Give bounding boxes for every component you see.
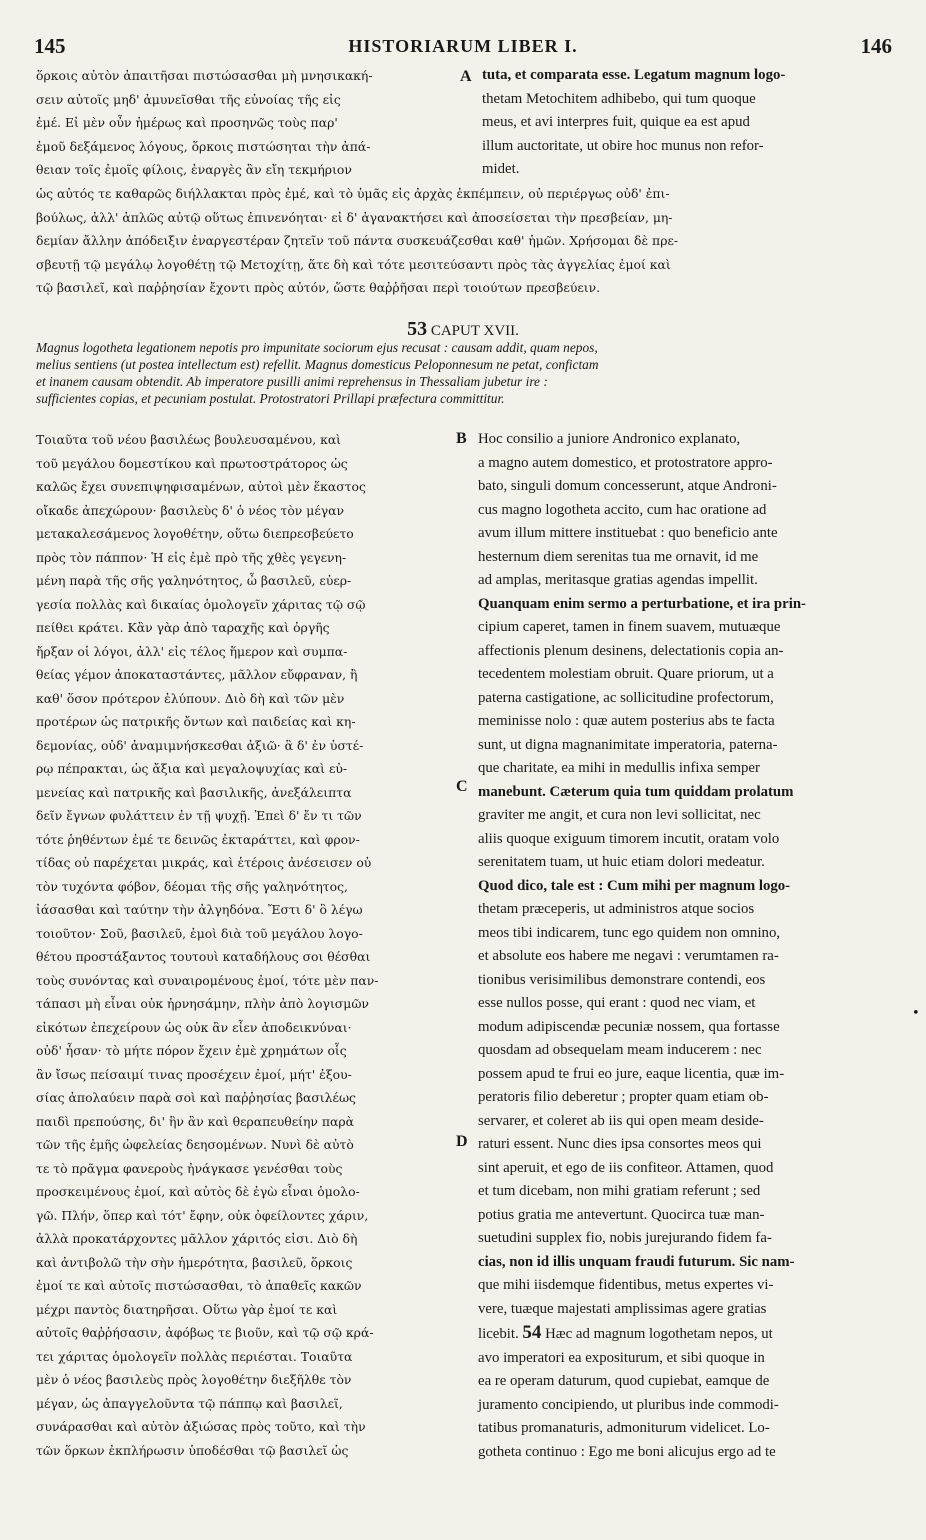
running-title: HISTORIARUM LIBER I. [348,36,578,56]
text-line: que charitate, ea mihi in medullis infixa semper [478,760,760,776]
text-fragment: Hæc ad magnum logothetam nepos, ut [545,1326,773,1342]
text-line: meos tibi indicarem, tunc ego quidem non omnino, [478,924,781,941]
top-greek-text [36,64,454,182]
text-line: ὅρκοις αὐτὸν ἀπαιτῆσαι πιστώσασθαι μὴ μνησικακή- [36,68,373,83]
text-line: suetudini supplex fio, nobis jurejurando fidem fa- [478,1230,772,1246]
text-line: Quanquam enim sermo a perturbatione, et ira prin- [478,595,806,612]
text-line: προτέρων ὡς πατρικῆς ὄντων καὶ παιδείας καὶ κη- [36,714,356,729]
text-line: avum illum mittere instituebat : quo beneficio ante [478,525,778,541]
text-line: γῶ. Πλήν, ὅπερ καὶ τότ' ἔφην, οὐκ ὀφείλοντες χάριν, [36,1207,369,1223]
text-line: τε τὸ πρᾶγμα φανεροὺς ἠνάγκασε γενέσθαι τοὺς [36,1160,343,1176]
text-line: Quod dico, tale est : Cum mihi per magnum logo- [478,877,791,894]
text-line: manebunt. Cæterum quia tum quiddam prolatum [478,783,794,800]
text-line: καὶ ἀντιβολῶ τὴν σὴν ἡμερότητα, βασιλεῦ, ὅρκοις [36,1254,353,1270]
text-line: thetam præceperis, ut administros atque socios [478,901,755,917]
text-line: τοὺς συνόντας καὶ συναιρομένους ἐμοί, τότε μὲν παν- [36,972,379,988]
text-line: peratoris filio deberetur ; propter quam etiam ob- [478,1089,769,1105]
text-line: ἰάσασθαι καὶ ταύτην τὴν ἀλγηδόνα. Ἔστι δ' ὃ λέγω [36,902,363,917]
text-line: meminisse nolo : quæ autem posterius abs te facta [478,713,775,729]
text-line [478,1321,894,1347]
text-line: tecedentem molestiam obruit. Quare priorum, ut a [478,666,774,682]
margin-marker-d: D [456,1133,468,1150]
text-line: ἂν ἴσως πείσαιμί τινας προσέχειν ἐμοί, μήτ' ἐξου- [36,1066,352,1082]
text-line: ἐμοῦ δεξάμενος λόγους, ὅρκοις πιστώσηται τὴν ἀπά- [36,138,371,154]
text-line: σβευτῇ τῷ μεγάλῳ λογοθέτῃ τῷ Μετοχίτῃ, ἅτε δὴ καὶ τότε μεσιτεύσαντι πρὸς τὰς ἀγγελίας ἐμοί καὶ [36,256,671,272]
text-line: σειν αὐτοῖς μηδ' ἀμυνεῖσθαι τῆς εὐνοίας τῆς εἰς [36,91,341,107]
text-line: avo imperatori ea expositurum, et sibi quoque in [478,1349,765,1366]
text-line: meus, et avi interpres fuit, quique ea est apud [482,114,750,130]
chapter-summary [36,339,894,407]
text-line: et inanem causam obtendit. Ab imperatore pusilli animi reprehensus in Thessaliam jubetur ire : [36,374,548,389]
text-line: tatibus promanaturis, admoniturum videlicet. Lo- [478,1420,770,1436]
text-line: δεμίαν ἄλλην ἀπόδειξιν ἐναργεστέραν ζητεῖν τοῦ πάντα συσκευάζεσθαι καθ' ἡμῶν. Χρήσομαι δὲ πρε- [36,233,679,248]
page-number-right: 146 [860,34,892,58]
left-greek-column [36,428,454,1462]
text-line: Τοιαῦτα τοῦ νέου βασιλέως βουλευσαμένου, καὶ [36,432,342,447]
margin-marker-a: A [460,68,472,85]
text-line: ἤρξαν οἱ λόγοι, ἀλλ' εἰς τέλος ἥμερον καὶ συμπα- [36,643,348,659]
text-line: τῶν ὅρκων ἐκπλήρωσιν ὑποδέσθαι τῷ βασιλεῖ ὡς [36,1442,349,1458]
text-line: sint aperuit, et ego de iis confiteor. Attamen, quod [478,1159,774,1176]
text-fragment: licebit. [478,1326,519,1342]
margin-marker-c: C [456,778,468,795]
text-line: τίδας οὐ παρέχεται μικράς, καὶ ἑτέροις ἀνέσεισεν οὐ [36,855,372,870]
text-line: πείθει κράτει. Κἂν γὰρ ἀπὸ ταραχῆς καὶ ὀργῆς [36,620,330,635]
text-line: ἐμέ. Εἰ μὲν οὖν ἡμέρως καὶ προσηνῶς τοὺς παρ' [36,115,338,130]
text-line: μετακαλεσάμενος λογοθέτην, οὕτω διεπρεσβεύετο [36,526,354,541]
text-line: θειαν τοῖς ἐμοῖς φίλοις, ἐναργὲς ἂν εἴη τεκμήριον [36,162,352,177]
text-line: affectionis plenum desinens, delectationis copia an- [478,642,784,659]
text-line: Hoc consilio a juniore Andronico explanato, [478,431,741,447]
text-line: possem apud te frui eo jure, eaque licentia, quæ im- [478,1065,785,1082]
text-line: et absolute eos habere me negavi : verumtamen ra- [478,948,779,964]
text-line: τει χάριτας ὁμολογεῖν πολλὰς περιέσται. Τοιαῦτα [36,1348,353,1364]
chapter-heading [0,318,926,341]
text-line: midet. [482,161,520,177]
text-line: cipium caperet, tamen in finem suavem, mutuæque [478,619,781,635]
top-latin-text [482,64,894,182]
text-line: hesternum diem serenitas tua me ornavit, id me [478,548,759,565]
text-line: θέτου προστάξαντος τουτουὶ καταδήλους σοι θέσθαι [36,949,371,964]
text-line: θείας γέμον ἀποκαταστάντες, μᾶλλον εὔφραναν, ἢ [36,667,358,682]
text-line: sunt, ut digna magnanimitate imperatoria, paterna- [478,736,778,753]
text-line: vere, tuæque majestati amplissimas agere gratias [478,1300,767,1317]
text-line: τότε ῥηθέντων ἐμέ τε δεινῶς ἐκταράττει, καὶ φρον- [36,831,360,847]
text-line: ἐμοί τε καὶ αὐτοῖς πιστώσασθαι, τὸ ἀπαθεῖς κακῶν [36,1278,362,1293]
text-line: οὐδ' ἦσαν· τὸ μήτε πόρον ἔχειν ἐμὲ χρημάτων οἷς [36,1043,347,1058]
text-line: πρὸς τὸν πάππον· Ἡ εἰς ἐμὲ πρὸ τῆς χθὲς γεγενη- [36,549,347,565]
page-number-left: 145 [34,34,66,58]
text-line: τὸν τυχόντα φόβον, δέομαι τῆς σῆς γαληνότητος, [36,878,348,894]
text-line: cias, non id illis unquam fraudi futurum. Sic nam- [478,1253,795,1270]
text-line: καλῶς ἔχει συνεπιψηφισαμένων, αὐτοὶ μὲν ἕκαστος [36,479,366,494]
text-line: serenitatem tuam, ut huic etiam dolori medeatur. [478,854,765,870]
text-line: potius gratia me antevertunt. Quocirca tuæ man- [478,1206,765,1223]
text-line: δεμονίας, οὐδ' ἀναμιμνήσκεσθαι ἀξιῶ· ἃ δ' ἐν ὑστέ- [36,737,364,753]
text-line: ad amplas, meritasque gratias agendas impellit. [478,572,758,588]
text-line: ea re operam daturum, quod cupiebat, eamque de [478,1373,770,1389]
text-line: a magno autem domestico, et protostratore appro- [478,454,773,471]
text-line: que mihi iisdemque fidentibus, metus expertes vi- [478,1277,774,1293]
text-line: σίας ἀπολαύειν παρὰ σοὶ καὶ παῤῥησίας βασιλέως [36,1090,356,1105]
text-line: gotheta continuo : Ego me boni alicujus ergo ad te [478,1443,776,1460]
text-line: δεῖν ἔγνων φυλάττειν ἐν τῇ ψυχῇ. Ἐπεὶ δ' ἔν τι τῶν [36,808,362,823]
text-line: modum adipiscendæ pecuniæ nossem, qua fortasse [478,1018,780,1035]
text-line: thetam Metochitem adhibebo, qui tum quoque [482,90,756,107]
text-line: ἀλλὰ προκατάρχοντες μᾶλλον χάριτός εἰσι. Διὸ δὴ [36,1231,358,1246]
text-line: tuta, et comparata esse. Legatum magnum logo- [482,67,786,83]
right-latin-column [478,428,894,1464]
running-header [34,34,892,60]
text-line: aliis quoque exiguum timorem incutit, oratam volo [478,830,780,847]
text-line: esse nullos posse, qui erant : quod nec viam, et [478,995,756,1011]
text-line: ὡς αὐτός τε καθαρῶς διήλλακται πρὸς ἐμέ, καὶ τὸ ὑμᾶς εἰς ἀρχὰς ἐκπέμπειν, οὐ περιέργως οὐδ' ἐπι- [36,186,670,201]
chapter-label: CAPUT XVII. [430,323,519,339]
text-line: αὐτοῖς θαῤῥήσασιν, ἀφόβως τε βιοῦν, καὶ τῷ σῷ κρά- [36,1325,374,1340]
full-width-greek-text [36,182,894,300]
text-line: ρῳ πέπρακται, ὡς ἄξια καὶ μεγαλοψυχίας καὶ εὐ- [36,761,348,776]
text-line: cus magno logotheta accito, cum hac oratione ad [478,501,767,518]
text-line: παιδὶ πρεπούσης, δι' ἣν ἂν καὶ θεραπευθείην παρὰ [36,1113,355,1129]
text-line: paterna castigatione, ac sollicitudine profectorum, [478,689,774,706]
margin-marker-b: B [456,430,467,447]
margin-bullet: • [912,1006,920,1021]
text-line: μένη παρὰ τῆς σῆς γαληνότητος, ὦ βασιλεῦ, εὐερ- [36,573,352,588]
text-line: οἴκαδε ἀπεχώρουν· βασιλεὺς δ' ὁ νέος τὸν μέγαν [36,502,345,518]
text-line: τοῦ μεγάλου δομεστίκου καὶ πρωτοστράτορος ὡς [36,455,348,471]
text-line: et tum dicebam, non mihi gratiam referunt ; sed [478,1183,761,1199]
text-line: tionibus verisimilibus demonstrare contendi, eos [478,971,766,988]
text-line: τοιοῦτον· Σοῦ, βασιλεῦ, ἐμοὶ διὰ τοῦ μεγάλου λογο- [36,925,363,941]
text-line: Magnus logotheta legationem nepotis pro impunitate sociorum ejus recusat : causam addit, quam nepos, [36,340,598,355]
text-line: βούλως, ἀλλ' ἁπλῶς αὐτῷ οὕτως ἐπινενόηται· εἰ δ' ἀγανακτήσει καὶ ἀποσείσεται τὴν πρεσβείαν, μη- [36,209,673,225]
text-line: μέγαν, ὡς ἀπαγγελοῦντα τῷ πάππῳ καὶ βασιλεῖ, [36,1395,343,1411]
section-number: 54 [522,1322,542,1343]
text-line: τάπασι μὴ εἶναι οὐκ ἠρνησάμην, πλὴν ἀπὸ λογισμῶν [36,996,369,1011]
text-line: servarer, et coleret ab iis qui open meam deside- [478,1112,764,1129]
text-line: προσκειμένους ἐμοί, καὶ αὐτὸς δὲ ἐγὼ εἶναι ὁμολο- [36,1184,360,1199]
text-line: συνάρασθαι καὶ αὐτὸν ἀξιώσας πρὸς τοῦτο, καὶ τὴν [36,1419,366,1434]
text-line: graviter me angit, et cura non levi sollicitat, nec [478,807,761,823]
text-line: juramento concipiendo, ut pluribus inde commodi- [478,1396,779,1413]
text-line: μὲν ὁ νέος βασιλεὺς πρὸς λογοθέτην διεξῆλθε τὸν [36,1372,352,1387]
text-line: quosdam ad obsequelam meam inducerem : nec [478,1042,762,1058]
chapter-number: 53 [407,318,428,340]
text-line: illum auctoritate, ut obire hoc munus non refor- [482,137,764,154]
text-line: καθ' ὅσον πρότερον ἐλύπουν. Διὸ δὴ καὶ τῶν μὲν [36,690,345,706]
text-line: εἰκότων ἐπεχείρουν ὡς οὐκ ἂν εἶεν ἀποδεικνύναι· [36,1019,352,1035]
text-line: sufficientes copias, et pecuniam postulat. Protostratori Prillapi præfectura committitur. [36,391,505,406]
text-line: melius sentiens (ut postea intellectum est) refellit. Magnus domesticus Peloponnesum ne petat, confictam [36,357,599,372]
text-line: γεσία πολλὰς καὶ δικαίας ὁμολογεῖν χάριτας τῷ σῷ [36,596,366,612]
text-line: μενείας καὶ πατρικῆς καὶ βασιλικῆς, ἀνεξάλειπτα [36,784,352,800]
text-line: raturi essent. Nunc dies ipsa consortes meos qui [478,1136,762,1152]
text-line: τῷ βασιλεῖ, καὶ παῤῥησίαν ἔχοντι πρὸς αὐτόν, ὥστε θαῤῥῆσαι περὶ τοιούτων πρεσβεύειν. [36,280,601,295]
text-line: τῶν τῆς ἐμῆς ὠφελείας δεησομένων. Νυνὶ δὲ αὐτὸ [36,1137,354,1152]
text-line: bato, singuli domum concesserunt, atque Androni- [478,478,777,494]
text-line: μέχρι παντὸς διατηρῆσαι. Οὕτω γὰρ ἐμοί τε καὶ [36,1301,338,1317]
